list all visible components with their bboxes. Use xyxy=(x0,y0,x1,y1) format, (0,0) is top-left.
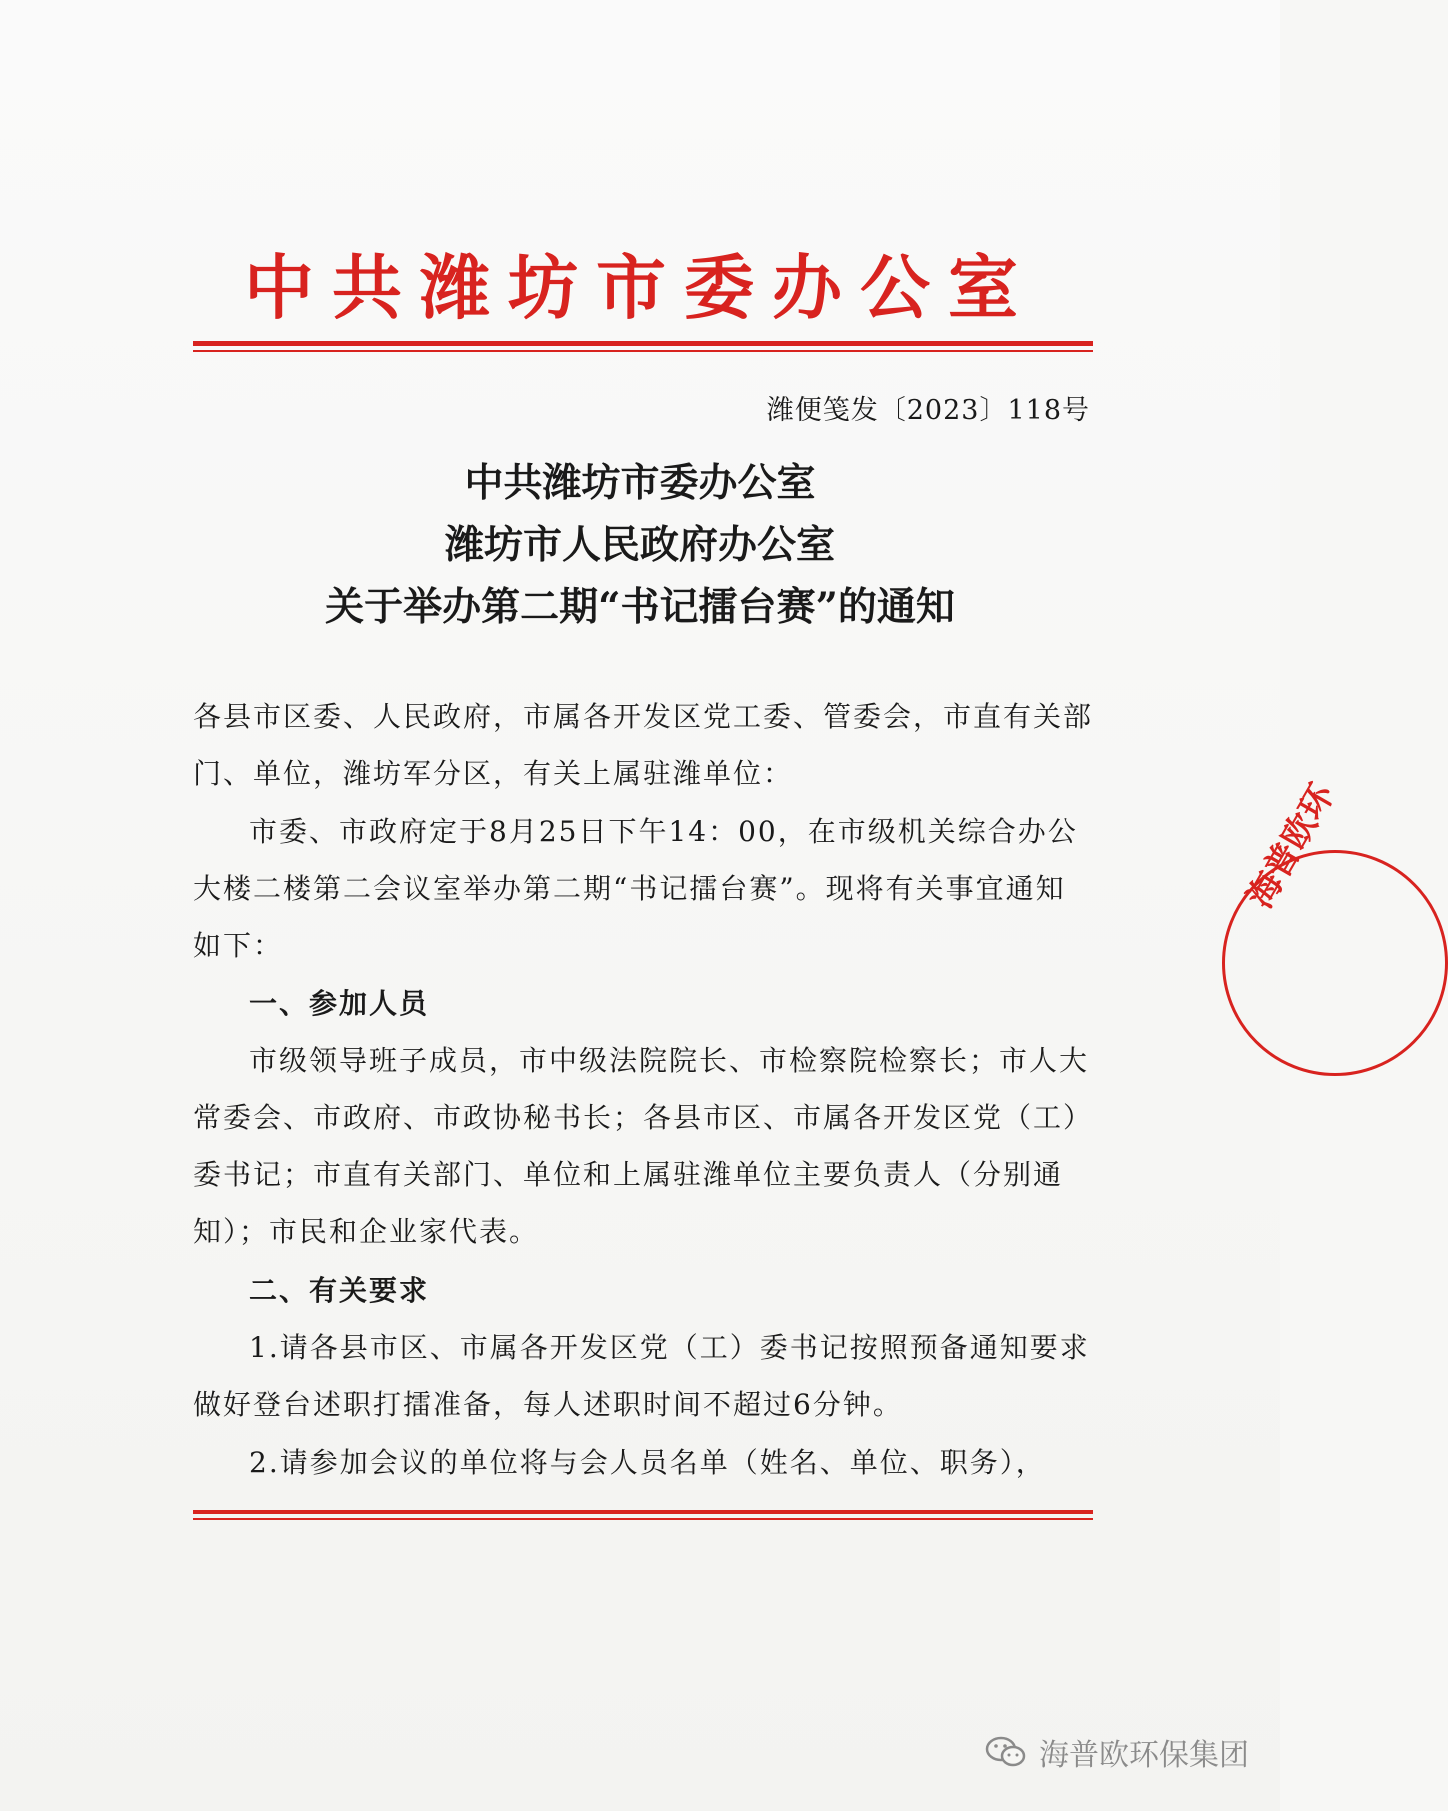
section-heading-requirements: 二、有关要求 xyxy=(249,1274,430,1307)
watermark-text: 海普欧环保集团 xyxy=(1039,1738,1249,1773)
red-rule-bottom-thick xyxy=(193,1510,1093,1514)
notice-title xyxy=(160,452,1120,638)
document-number: 潍便笺发〔2023〕118号 xyxy=(766,395,1090,426)
requirement-1: 1.请各县市区、市属各开发区党（工）委书记按照预备通知要求做好登台述职打擂准备，每人述职时间不超过6分钟。 xyxy=(193,1331,1090,1421)
red-rule-top-thin xyxy=(193,350,1093,352)
red-rule-bottom-thin xyxy=(193,1518,1093,1520)
requirement-2: 2.请参加会议的单位将与会人员名单（姓名、单位、职务）， xyxy=(249,1446,1046,1479)
seal-text: 海普欧环 xyxy=(1240,777,1343,915)
intro-paragraph: 市委、市政府定于8月25日下午14：00，在市级机关综合办公大楼二楼第二会议室举办第二期“书记擂台赛”。现将有关事宜通知如下： xyxy=(193,815,1078,962)
red-rule-top-thick xyxy=(193,341,1093,346)
title-line-2: 潍坊市人民政府办公室 xyxy=(444,522,835,568)
title-line-1: 中共潍坊市委办公室 xyxy=(464,460,816,506)
wechat-watermark xyxy=(985,1730,1249,1774)
participants-paragraph: 市级领导班子成员，市中级法院院长、市检察院检察长；市人大常委会、市政府、市政协秘书长；各县市区、市属各开发区党（工）委书记；市直有关部门、单位和上属驻潍单位主要负责人（分别通知）；市民和企业家代表。 xyxy=(193,1044,1094,1248)
title-line-3: 关于举办第二期“书记擂台赛”的通知 xyxy=(325,584,955,630)
wechat-icon xyxy=(985,1735,1027,1769)
addressee: 各县市区委、人民政府，市属各开发区党工委、管委会，市直有关部门、单位，潍坊军分区，有关上属驻潍单位： xyxy=(193,700,1094,790)
masthead-title: 中共潍坊市委办公室 xyxy=(244,246,1036,329)
section-heading-participants: 一、参加人员 xyxy=(249,987,430,1020)
